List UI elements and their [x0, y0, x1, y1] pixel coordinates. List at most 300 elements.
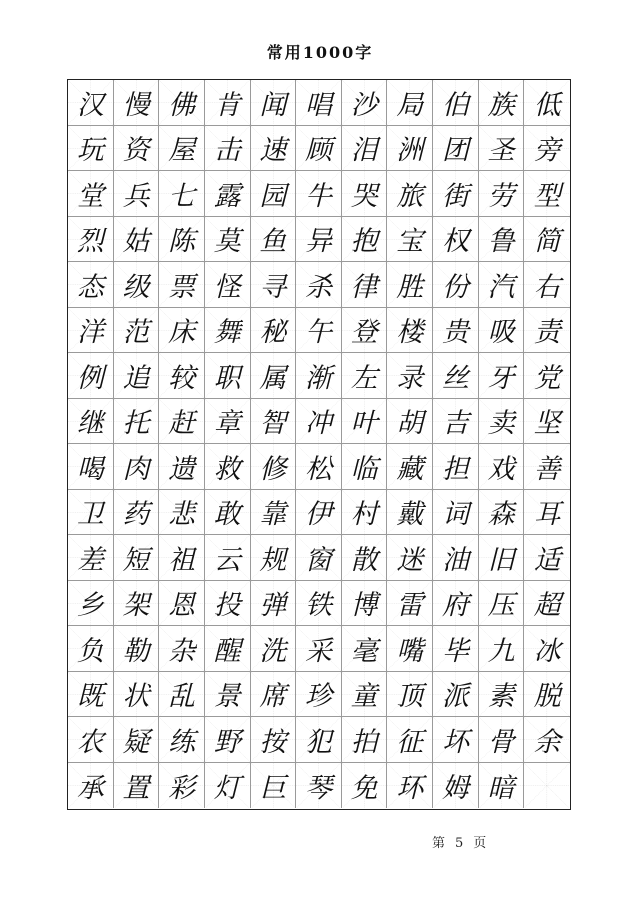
grid-cell: [479, 80, 525, 126]
grid-cell: [205, 626, 251, 672]
grid-cell: [205, 308, 251, 354]
grid-cell: [159, 308, 205, 354]
grid-cell: [387, 308, 433, 354]
character-glyph: 派: [441, 681, 469, 713]
grid-row: [68, 763, 570, 809]
grid-cell: [296, 308, 342, 354]
grid-row: [68, 171, 570, 217]
character-glyph: 规: [259, 544, 287, 576]
character-glyph: 左: [350, 362, 378, 394]
grid-cell: [205, 717, 251, 763]
grid-cell: [524, 763, 570, 809]
character-glyph: 彩: [168, 772, 196, 804]
grid-cell: [296, 444, 342, 490]
grid-cell: [114, 763, 160, 809]
character-glyph: 遗: [168, 453, 196, 485]
character-glyph: 适: [533, 544, 561, 576]
grid-row: [68, 262, 570, 308]
character-glyph: 右: [533, 271, 561, 303]
page-title: 常用1000字: [266, 43, 374, 62]
character-glyph: 章: [213, 408, 241, 440]
character-glyph: 松: [305, 453, 333, 485]
grid-cell: [342, 80, 388, 126]
character-glyph: 药: [122, 499, 150, 531]
character-glyph: 拍: [350, 726, 378, 758]
grid-cell: [159, 490, 205, 536]
grid-cell: [159, 353, 205, 399]
character-glyph: 鱼: [259, 226, 287, 258]
grid-cell: [479, 399, 525, 445]
character-glyph: 差: [76, 544, 104, 576]
grid-cell: [296, 262, 342, 308]
grid-cell: [433, 717, 479, 763]
grid-cell: [251, 80, 297, 126]
grid-row: [68, 399, 570, 445]
character-glyph: 农: [76, 726, 104, 758]
grid-cell: [387, 717, 433, 763]
page-value: 5: [455, 836, 474, 851]
character-glyph: 秘: [259, 317, 287, 349]
grid-cell: [251, 171, 297, 217]
character-glyph: 胡: [396, 408, 424, 440]
grid-cell: [342, 217, 388, 263]
character-glyph: 毫: [350, 635, 378, 667]
grid-cell: [251, 490, 297, 536]
grid-cell: [114, 171, 160, 217]
character-glyph: [524, 763, 570, 809]
character-glyph: 负: [76, 635, 104, 667]
character-glyph: 吉: [441, 408, 469, 440]
grid-cell: [68, 80, 114, 126]
character-glyph: 巨: [259, 772, 287, 804]
character-glyph: 祖: [168, 544, 196, 576]
grid-cell: [205, 126, 251, 172]
character-glyph: 洋: [76, 317, 104, 349]
character-glyph: 乡: [76, 590, 104, 622]
character-glyph: 异: [305, 226, 333, 258]
grid-cell: [296, 80, 342, 126]
character-glyph: 职: [213, 362, 241, 394]
grid-cell: [433, 444, 479, 490]
grid-cell: [342, 490, 388, 536]
character-glyph: 旁: [533, 135, 561, 167]
grid-cell: [387, 217, 433, 263]
grid-row: [68, 717, 570, 763]
grid-cell: [159, 535, 205, 581]
grid-cell: [296, 126, 342, 172]
grid-cell: [114, 717, 160, 763]
character-glyph: 戴: [396, 499, 424, 531]
grid-cell: [205, 171, 251, 217]
grid-cell: [433, 581, 479, 627]
grid-cell: [114, 399, 160, 445]
character-glyph: 练: [168, 726, 196, 758]
grid-cell: [524, 490, 570, 536]
character-glyph: 责: [533, 317, 561, 349]
character-glyph: 堂: [76, 180, 104, 212]
character-glyph: 修: [259, 453, 287, 485]
character-glyph: 姆: [441, 772, 469, 804]
character-glyph: 街: [441, 180, 469, 212]
character-glyph: 简: [533, 226, 561, 258]
character-glyph: 贵: [441, 317, 469, 349]
grid-cell: [251, 581, 297, 627]
grid-cell: [296, 763, 342, 809]
character-glyph: 份: [441, 271, 469, 303]
grid-cell: [68, 626, 114, 672]
character-glyph: 府: [441, 590, 469, 622]
grid-cell: [159, 626, 205, 672]
grid-cell: [479, 626, 525, 672]
character-glyph: 玩: [76, 135, 104, 167]
grid-cell: [205, 444, 251, 490]
character-glyph: 劳: [487, 180, 515, 212]
character-glyph: 洲: [396, 135, 424, 167]
grid-cell: [114, 672, 160, 718]
grid-cell: [524, 535, 570, 581]
grid-cell: [114, 626, 160, 672]
grid-row: [68, 353, 570, 399]
character-glyph: 例: [76, 362, 104, 394]
grid-cell: [159, 444, 205, 490]
grid-cell: [479, 444, 525, 490]
grid-cell: [479, 171, 525, 217]
grid-row: [68, 444, 570, 490]
grid-cell: [387, 80, 433, 126]
grid-cell: [68, 444, 114, 490]
grid-cell: [159, 581, 205, 627]
character-glyph: 兵: [122, 180, 150, 212]
grid-cell: [387, 262, 433, 308]
character-glyph: 范: [122, 317, 150, 349]
character-glyph: 闻: [259, 89, 287, 121]
character-glyph: 散: [350, 544, 378, 576]
grid-cell: [159, 717, 205, 763]
grid-cell: [114, 490, 160, 536]
grid-cell: [159, 171, 205, 217]
grid-row: [68, 308, 570, 354]
grid-cell: [479, 308, 525, 354]
grid-cell: [296, 626, 342, 672]
grid-cell: [479, 217, 525, 263]
grid-cell: [524, 626, 570, 672]
character-glyph: 素: [487, 681, 515, 713]
character-glyph: 藏: [396, 453, 424, 485]
character-glyph: 临: [350, 453, 378, 485]
character-glyph: 智: [259, 408, 287, 440]
grid-cell: [296, 581, 342, 627]
character-glyph: 敢: [213, 499, 241, 531]
character-glyph: 坚: [533, 408, 561, 440]
character-glyph: 局: [396, 89, 424, 121]
grid-cell: [251, 444, 297, 490]
grid-cell: [433, 126, 479, 172]
character-glyph: 顾: [305, 135, 333, 167]
character-glyph: 速: [259, 135, 287, 167]
character-glyph: 环: [396, 772, 424, 804]
character-glyph: 嘴: [396, 635, 424, 667]
character-glyph: 采: [305, 635, 333, 667]
grid-cell: [205, 217, 251, 263]
grid-cell: [159, 80, 205, 126]
character-glyph: 资: [122, 135, 150, 167]
grid-cell: [159, 262, 205, 308]
grid-row: [68, 80, 570, 126]
character-glyph: 洗: [259, 635, 287, 667]
character-glyph: 汉: [76, 89, 104, 121]
grid-cell: [342, 126, 388, 172]
grid-cell: [387, 763, 433, 809]
character-glyph: 弹: [259, 590, 287, 622]
character-glyph: 露: [213, 180, 241, 212]
character-glyph: 救: [213, 453, 241, 485]
character-glyph: 承: [76, 772, 104, 804]
character-glyph: 杀: [305, 271, 333, 303]
grid-cell: [479, 353, 525, 399]
grid-cell: [342, 444, 388, 490]
grid-cell: [251, 763, 297, 809]
character-glyph: 旧: [487, 544, 515, 576]
grid-cell: [251, 217, 297, 263]
grid-cell: [159, 217, 205, 263]
grid-cell: [433, 171, 479, 217]
character-glyph: 怪: [213, 271, 241, 303]
grid-cell: [68, 399, 114, 445]
character-glyph: 击: [213, 135, 241, 167]
grid-cell: [114, 581, 160, 627]
grid-cell: [68, 490, 114, 536]
character-glyph: 伯: [441, 89, 469, 121]
grid-cell: [68, 353, 114, 399]
grid-cell: [433, 672, 479, 718]
character-glyph: 顶: [396, 681, 424, 713]
character-glyph: 既: [76, 681, 104, 713]
grid-cell: [342, 353, 388, 399]
grid-cell: [114, 444, 160, 490]
character-glyph: 律: [350, 271, 378, 303]
character-glyph: 姑: [122, 226, 150, 258]
grid-cell: [342, 626, 388, 672]
character-glyph: 汽: [487, 271, 515, 303]
character-glyph: 权: [441, 226, 469, 258]
grid-cell: [524, 126, 570, 172]
character-glyph: 旅: [396, 180, 424, 212]
character-glyph: 佛: [168, 89, 196, 121]
character-glyph: 吸: [487, 317, 515, 349]
character-glyph: 杂: [168, 635, 196, 667]
page-suffix: 页: [473, 836, 497, 851]
character-glyph: 童: [350, 681, 378, 713]
character-glyph: 词: [441, 499, 469, 531]
grid-cell: [342, 308, 388, 354]
character-glyph: 担: [441, 453, 469, 485]
grid-cell: [387, 444, 433, 490]
grid-cell: [205, 399, 251, 445]
grid-cell: [205, 763, 251, 809]
grid-cell: [68, 262, 114, 308]
grid-cell: [251, 399, 297, 445]
grid-cell: [205, 535, 251, 581]
grid-cell: [68, 217, 114, 263]
character-glyph: 耳: [533, 499, 561, 531]
grid-cell: [159, 399, 205, 445]
grid-cell: [387, 581, 433, 627]
grid-cell: [433, 399, 479, 445]
practice-grid-sheet: [67, 79, 571, 810]
character-glyph: 靠: [259, 499, 287, 531]
character-glyph: 寻: [259, 271, 287, 303]
character-glyph: 午: [305, 317, 333, 349]
grid-row: [68, 535, 570, 581]
grid-cell: [433, 262, 479, 308]
grid-cell: [251, 353, 297, 399]
grid-cell: [524, 399, 570, 445]
character-glyph: 毕: [441, 635, 469, 667]
grid-cell: [251, 126, 297, 172]
character-glyph: 低: [533, 89, 561, 121]
character-glyph: 泪: [350, 135, 378, 167]
grid-cell: [68, 717, 114, 763]
character-glyph: 云: [213, 544, 241, 576]
character-glyph: 架: [122, 590, 150, 622]
character-glyph: 党: [533, 362, 561, 394]
character-glyph: 慢: [122, 89, 150, 121]
grid-cell: [479, 535, 525, 581]
character-glyph: 森: [487, 499, 515, 531]
character-glyph: 胜: [396, 271, 424, 303]
character-glyph: 铁: [305, 590, 333, 622]
character-glyph: 登: [350, 317, 378, 349]
character-glyph: 族: [487, 89, 515, 121]
character-glyph: 较: [168, 362, 196, 394]
grid-cell: [68, 672, 114, 718]
character-glyph: 冰: [533, 635, 561, 667]
grid-cell: [296, 672, 342, 718]
character-glyph: 冲: [305, 408, 333, 440]
character-glyph: 宝: [396, 226, 424, 258]
character-glyph: 陈: [168, 226, 196, 258]
character-glyph: 珍: [305, 681, 333, 713]
character-glyph: 丝: [441, 362, 469, 394]
character-glyph: 沙: [350, 89, 378, 121]
character-glyph: 博: [350, 590, 378, 622]
grid-cell: [205, 80, 251, 126]
character-glyph: 雷: [396, 590, 424, 622]
character-glyph: 舞: [213, 317, 241, 349]
character-glyph: 七: [168, 180, 196, 212]
character-glyph: 继: [76, 408, 104, 440]
character-glyph: 烈: [76, 226, 104, 258]
character-glyph: 圣: [487, 135, 515, 167]
character-glyph: 琴: [305, 772, 333, 804]
grid-cell: [387, 490, 433, 536]
grid-cell: [387, 171, 433, 217]
character-glyph: 床: [168, 317, 196, 349]
character-glyph: 卖: [487, 408, 515, 440]
character-glyph: 唱: [305, 89, 333, 121]
character-glyph: 莫: [213, 226, 241, 258]
grid-cell: [524, 171, 570, 217]
grid-cell: [524, 262, 570, 308]
character-glyph: 暗: [487, 772, 515, 804]
grid-cell: [433, 353, 479, 399]
grid-cell: [433, 217, 479, 263]
character-glyph: 园: [259, 180, 287, 212]
grid-cell: [342, 672, 388, 718]
grid-cell: [296, 399, 342, 445]
character-glyph: 犯: [305, 726, 333, 758]
character-glyph: 悲: [168, 499, 196, 531]
grid-cell: [114, 535, 160, 581]
character-glyph: 哭: [350, 180, 378, 212]
character-glyph: 坏: [441, 726, 469, 758]
grid-cell: [205, 581, 251, 627]
grid-cell: [387, 535, 433, 581]
character-glyph: 叶: [350, 408, 378, 440]
character-glyph: 型: [533, 180, 561, 212]
grid-cell: [342, 763, 388, 809]
grid-cell: [524, 353, 570, 399]
grid-cell: [433, 626, 479, 672]
grid-cell: [524, 308, 570, 354]
grid-cell: [433, 535, 479, 581]
character-glyph: 抱: [350, 226, 378, 258]
grid-cell: [433, 490, 479, 536]
grid-cell: [114, 353, 160, 399]
grid-cell: [387, 126, 433, 172]
character-glyph: 醒: [213, 635, 241, 667]
grid-cell: [524, 80, 570, 126]
character-glyph: 肯: [213, 89, 241, 121]
grid-cell: [479, 262, 525, 308]
character-glyph: 态: [76, 271, 104, 303]
character-glyph: 油: [441, 544, 469, 576]
grid-cell: [433, 80, 479, 126]
character-glyph: 级: [122, 271, 150, 303]
grid-row: [68, 626, 570, 672]
character-glyph: 疑: [122, 726, 150, 758]
page-number: [432, 832, 496, 851]
grid-cell: [479, 490, 525, 536]
grid-row: [68, 672, 570, 718]
character-glyph: 余: [533, 726, 561, 758]
character-glyph: 属: [259, 362, 287, 394]
character-glyph: 村: [350, 499, 378, 531]
character-glyph: 追: [122, 362, 150, 394]
grid-row: [68, 217, 570, 263]
character-glyph: 状: [122, 681, 150, 713]
character-glyph: 戏: [487, 453, 515, 485]
grid-cell: [296, 535, 342, 581]
character-glyph: 喝: [76, 453, 104, 485]
character-glyph: 投: [213, 590, 241, 622]
grid-cell: [524, 672, 570, 718]
character-glyph: 票: [168, 271, 196, 303]
character-glyph: 屋: [168, 135, 196, 167]
grid-cell: [342, 535, 388, 581]
character-glyph: 恩: [168, 590, 196, 622]
grid-cell: [251, 535, 297, 581]
grid-cell: [479, 763, 525, 809]
character-glyph: 置: [122, 772, 150, 804]
grid-cell: [524, 581, 570, 627]
grid-cell: [342, 399, 388, 445]
character-glyph: 乱: [168, 681, 196, 713]
character-glyph: 九: [487, 635, 515, 667]
character-glyph: 灯: [213, 772, 241, 804]
character-glyph: 肉: [122, 453, 150, 485]
character-glyph: 录: [396, 362, 424, 394]
